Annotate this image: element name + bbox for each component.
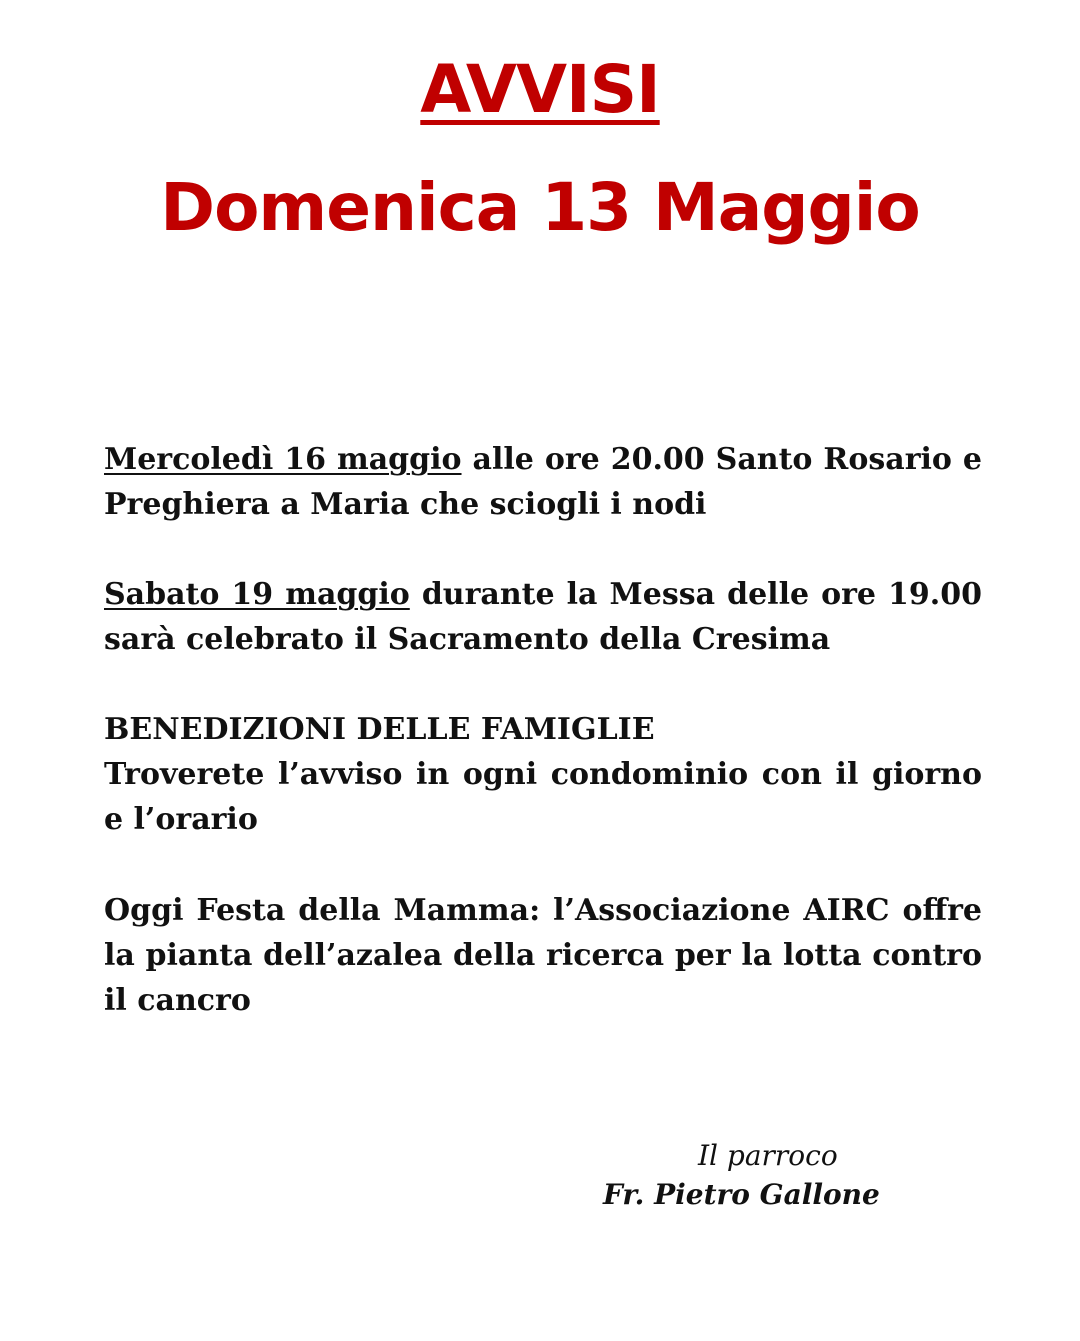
notice-confirmation [104,572,982,662]
notice-mothers-day [104,888,982,1023]
notice-confirmation-text: durante la Messa delle ore 19.00 sarà celebrato il Sacramento della Cresima [104,577,982,657]
notice-blessings-heading: BENEDIZIONI DELLE FAMIGLIE [104,712,655,747]
notice-mothers-day-text: Oggi Festa della Mamma: l’Associazione AIRC offre la pianta dell’azalea della ricerca per la lotta contro il cancro [104,893,982,1018]
signature-role: Il parroco [698,1139,838,1172]
notice-rosary-text: alle ore 20.00 Santo Rosario e Preghiera a Maria che sciogli i nodi [104,442,982,522]
notice-blessings [104,707,982,842]
announcement-date: Domenica 13 Maggio [160,169,920,246]
notice-blessings-text: Troverete l’avviso in ogni condominio con il giorno e l’orario [104,757,982,837]
page-title-text: AVVISI [420,51,660,128]
signature-name: Fr. Pietro Gallone [603,1178,880,1211]
notice-rosary [104,437,982,527]
notice-confirmation-date: Sabato 19 maggio [104,577,410,612]
notice-rosary-date: Mercoledì 16 maggio [104,442,462,477]
page-title [0,50,1080,130]
